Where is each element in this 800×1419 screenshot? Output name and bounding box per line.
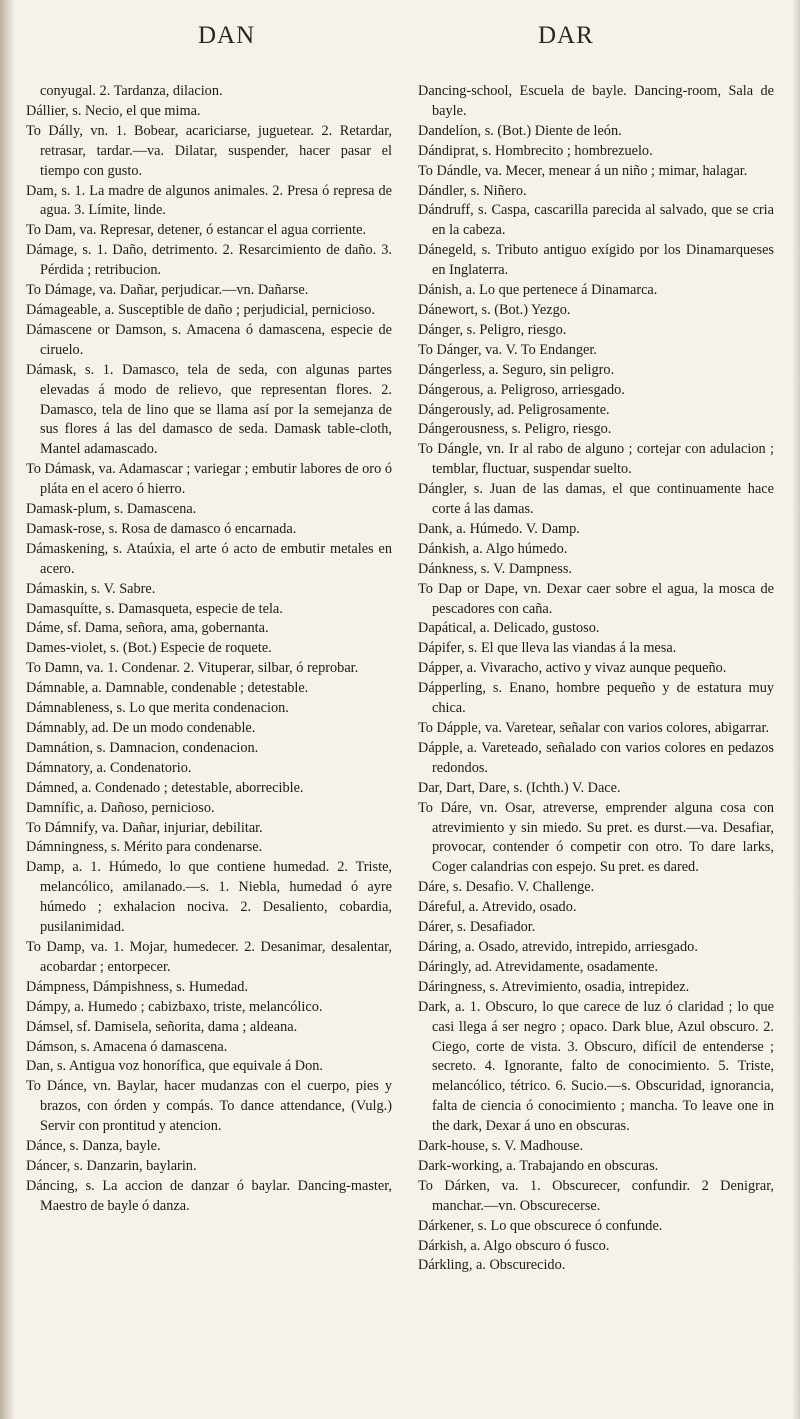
dictionary-entry: Dánger, s. Peligro, riesgo. xyxy=(418,321,567,338)
dictionary-entry: Dapátical, a. Delicado, gustoso. xyxy=(418,620,600,637)
running-head-left: DAN xyxy=(198,22,256,49)
dictionary-entry: To Dap or Dape, vn. Dexar caer sobre el agua, la mosca de pescadores con caña. xyxy=(418,580,774,617)
dictionary-entry: Dancing-school, Escuela de bayle. Dancing-room, Sala de bayle. xyxy=(418,83,774,119)
dictionary-entry: Dan, s. Antigua voz honorífica, que equivale á Don. xyxy=(26,1058,323,1075)
dictionary-entry: Dárkener, s. Lo que obscurece ó confunde. xyxy=(418,1217,663,1234)
dictionary-entry: Dáme, sf. Dama, señora, ama, gobernanta. xyxy=(26,620,269,637)
dictionary-entry: To Damp, va. 1. Mojar, humedecer. 2. Desanimar, desalentar, acobardar ; entorpecer. xyxy=(26,938,392,975)
dictionary-entry: Dánkness, s. V. Dampness. xyxy=(418,560,572,577)
dictionary-entry: Dárer, s. Desafiador. xyxy=(418,919,536,936)
dictionary-entry: Dállier, s. Necio, el que mima. xyxy=(26,102,201,119)
dictionary-entry: Dark-working, a. Trabajando en obscuras. xyxy=(418,1157,659,1174)
dictionary-entry: To Dángle, vn. Ir al rabo de alguno ; cortejar con adulacion ; temblar, fluctuar, suspendar suelto. xyxy=(418,441,774,478)
dictionary-entry: To Dámnify, va. Dañar, injuriar, debilitar. xyxy=(26,819,263,836)
dictionary-entry: Dámaskin, s. V. Sabre. xyxy=(26,580,156,597)
dictionary-entry: Dápple, a. Vareteado, señalado con varios colores en pedazos redondos. xyxy=(418,739,774,776)
dictionary-entry: To Dámage, va. Dañar, perjudicar.—vn. Dañarse. xyxy=(26,282,309,299)
left-column xyxy=(26,82,392,1217)
dictionary-entry: To Dánger, va. V. To Endanger. xyxy=(418,341,597,358)
dictionary-entry: To Dándle, va. Mecer, menear á un niño ; mimar, halagar. xyxy=(418,162,748,179)
dictionary-entry: Dángerless, a. Seguro, sin peligro. xyxy=(418,361,615,378)
dictionary-entry: Dámask, s. 1. Damasco, tela de seda, con algunas partes elevadas á modo de relievo, que representan flores. 2. Damasco, tela de lino que se llama así por la semejanza de sus flores á las del damasco de seda. Damask table-cloth, Mantel adamascado. xyxy=(26,361,392,458)
dictionary-entry: Dángler, s. Juan de las damas, el que continuamente hace corte á las damas. xyxy=(418,481,774,518)
dictionary-entry: Damask-rose, s. Rosa de damasco ó encarnada. xyxy=(26,520,297,537)
dictionary-entry: To Dálly, vn. 1. Bobear, acariciarse, juguetear. 2. Retardar, retrasar, tardar.—va. Dilatar, suspender, hacer pasar el tiempo con gusto. xyxy=(26,122,392,179)
dictionary-entry: Damp, a. 1. Húmedo, lo que contiene humedad. 2. Triste, melancólico, amilanado.—s. 1. Niebla, humedad ó ayre húmedo ; exhalacion nociva. 2. Desaliento, cobardia, pusilanimidad. xyxy=(26,859,392,936)
dictionary-entry: Dándruff, s. Caspa, cascarilla parecida al salvado, que se cria en la cabeza. xyxy=(418,202,774,239)
dictionary-entry: Dánkish, a. Algo húmedo. xyxy=(418,540,568,557)
dictionary-entry: Dámpy, a. Humedo ; cabizbaxo, triste, melancólico. xyxy=(26,998,323,1015)
dictionary-entry: To Dámask, va. Adamascar ; variegar ; embutir labores de oro ó pláta en el acero ó hierro. xyxy=(26,461,392,498)
dictionary-entry: Dámnable, a. Damnable, condenable ; detestable. xyxy=(26,680,309,697)
dictionary-entry: Dápifer, s. El que lleva las viandas á la mesa. xyxy=(418,640,677,657)
dictionary-entry: Dark, a. 1. Obscuro, lo que carece de luz ó claridad ; lo que casi llega á ser negro ; opaco. Dark blue, Azul obscuro. 2. Ciego, corte de vista. 3. Obscuro, difícil de entenderse ; secreto. 4. Ignorante, falto de conocimiento. 5. Triste, melancólico, tétrico. 6. Sucio.—s. Obscuridad, ignorancia, falta de ciencia ó conocimiento ; mancha. To leave one in the dark, Dexar á uno en obscuras. xyxy=(418,998,774,1135)
dictionary-entry: Dámnatory, a. Condenatorio. xyxy=(26,759,192,776)
page-edge xyxy=(792,0,800,1419)
dictionary-entry: To Dápple, va. Varetear, señalar con varios colores, abigarrar. xyxy=(418,720,770,736)
dictionary-entry: Dánce, s. Danza, bayle. xyxy=(26,1138,161,1155)
dictionary-entry: Dámnably, ad. De un modo condenable. xyxy=(26,720,256,736)
dictionary-entry: Dámningness, s. Mérito para condenarse. xyxy=(26,839,263,856)
dictionary-entry: Dámpness, Dámpishness, s. Humedad. xyxy=(26,978,248,995)
dictionary-entry: Dárkish, a. Algo obscuro ó fusco. xyxy=(418,1237,610,1254)
dictionary-entry: Dámson, s. Amacena ó damascena. xyxy=(26,1038,228,1055)
dictionary-entry: Dánish, a. Lo que pertenece á Dinamarca. xyxy=(418,282,658,299)
dictionary-entry: Dámascene or Damson, s. Amacena ó damascena, especie de ciruelo. xyxy=(26,321,392,358)
dictionary-entry: Dárkling, a. Obscurecido. xyxy=(418,1257,566,1274)
book-gutter xyxy=(0,0,14,1419)
dictionary-entry: Dámage, s. 1. Daño, detrimento. 2. Resarcimiento de daño. 3. Pérdida ; retribucion. xyxy=(26,242,392,279)
dictionary-entry: Dápper, a. Vivaracho, activo y vivaz aunque pequeño. xyxy=(418,660,727,677)
dictionary-entry: To Dáre, vn. Osar, atreverse, emprender alguna cosa con atrevimiento y sin miedo. Su pret. es durst.—va. Desafiar, provocar, contender ó competir con otro. To dare larks, Coger calandrias con espejo. Su pret. es dared. xyxy=(418,799,774,876)
right-column xyxy=(418,82,774,1276)
dictionary-entry: Dáncer, s. Danzarin, baylarin. xyxy=(26,1157,197,1174)
dictionary-entry: Dámageable, a. Susceptible de daño ; perjudicial, pernicioso. xyxy=(26,301,375,318)
dictionary-entry: Dámsel, sf. Damisela, señorita, dama ; aldeana. xyxy=(26,1018,298,1035)
dictionary-entry: To Dánce, vn. Baylar, hacer mudanzas con el cuerpo, pies y brazos, con órden y compás. To dance attendance, (Vulg.) Servir con prontitud y atencion. xyxy=(26,1078,392,1135)
dictionary-entry: Dángerously, ad. Peligrosamente. xyxy=(418,401,610,418)
dictionary-entry: Dáreful, a. Atrevido, osado. xyxy=(418,899,577,916)
dictionary-entry: Dángerous, a. Peligroso, arriesgado. xyxy=(418,381,625,398)
dictionary-entry: Damnátion, s. Damnacion, condenacion. xyxy=(26,739,259,756)
dictionary-entry: Dáre, s. Desafio. V. Challenge. xyxy=(418,879,595,896)
dictionary-entry: Dámned, a. Condenado ; detestable, aborrecible. xyxy=(26,779,304,796)
dictionary-entry: conyugal. 2. Tardanza, dilacion. xyxy=(40,83,223,99)
dictionary-entry: Dames-violet, s. (Bot.) Especie de roquete. xyxy=(26,640,272,657)
dictionary-entry: Dándler, s. Niñero. xyxy=(418,182,527,199)
dictionary-entry: Dánewort, s. (Bot.) Yezgo. xyxy=(418,301,571,318)
dictionary-entry: Dáringness, s. Atrevimiento, osadia, intrepidez. xyxy=(418,978,690,995)
dictionary-entry: Dánegeld, s. Tributo antiguo exígido por los Dinamarqueses en Inglaterra. xyxy=(418,242,774,279)
dictionary-entry: Dáringly, ad. Atrevidamente, osadamente. xyxy=(418,958,659,975)
dictionary-entry: Dáncing, s. La accion de danzar ó baylar. Dancing-master, Maestro de bayle ó danza. xyxy=(26,1177,392,1214)
dictionary-entry: Damasquítte, s. Damasqueta, especie de tela. xyxy=(26,600,283,617)
dictionary-entry: Dam, s. 1. La madre de algunos animales. 2. Presa ó represa de agua. 3. Límite, linde. xyxy=(26,182,392,219)
dictionary-entry: Dáring, a. Osado, atrevido, intrepido, arriesgado. xyxy=(418,938,698,955)
dictionary-entry: Dank, a. Húmedo. V. Damp. xyxy=(418,520,580,537)
dictionary-entry: Dámnableness, s. Lo que merita condenacion. xyxy=(26,700,289,717)
dictionary-entry: Dámaskening, s. Ataúxia, el arte ó acto de embutir metales en acero. xyxy=(26,540,392,577)
dictionary-entry: Dándiprat, s. Hombrecito ; hombrezuelo. xyxy=(418,142,653,159)
dictionary-entry: To Dárken, va. 1. Obscurecer, confundir. 2 Denigrar, manchar.—vn. Obscurecerse. xyxy=(418,1177,774,1214)
dictionary-entry: To Damn, va. 1. Condenar. 2. Vituperar, silbar, ó reprobar. xyxy=(26,660,359,677)
running-head-right: DAR xyxy=(538,22,594,49)
dictionary-entry: Damnífic, a. Dañoso, pernicioso. xyxy=(26,799,215,816)
dictionary-entry: To Dam, va. Represar, detener, ó estancar el agua corriente. xyxy=(26,222,367,239)
dictionary-entry: Dandelíon, s. (Bot.) Diente de león. xyxy=(418,122,622,139)
dictionary-entry: Dar, Dart, Dare, s. (Ichth.) V. Dace. xyxy=(418,779,621,796)
dictionary-entry: Dápperling, s. Enano, hombre pequeño y de estatura muy chica. xyxy=(418,680,774,717)
dictionary-entry: Dark-house, s. V. Madhouse. xyxy=(418,1138,584,1155)
dictionary-entry: Damask-plum, s. Damascena. xyxy=(26,501,197,518)
dictionary-entry: Dángerousness, s. Peligro, riesgo. xyxy=(418,421,612,438)
